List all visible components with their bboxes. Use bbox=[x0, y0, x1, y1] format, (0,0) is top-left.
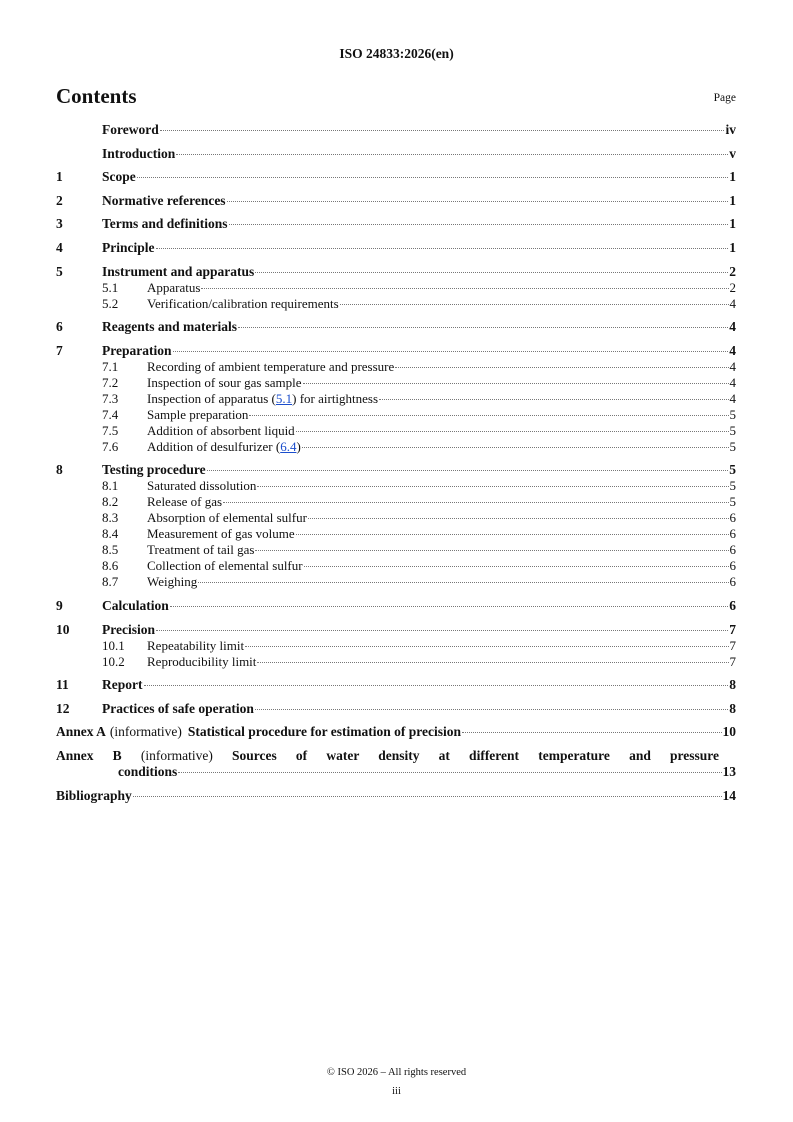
toc-entry-page[interactable]: 5 bbox=[729, 438, 736, 454]
toc-entry-title[interactable] bbox=[147, 654, 256, 670]
leader-dots bbox=[257, 486, 728, 487]
toc-entry-title-text: Preparation bbox=[102, 342, 172, 358]
toc-entry-number: 6 bbox=[56, 319, 63, 335]
toc-entry-annex-a[interactable] bbox=[56, 724, 736, 740]
toc-entry-title-text: Absorption of elemental sulfur bbox=[147, 510, 307, 526]
toc-entry-title[interactable] bbox=[102, 264, 254, 280]
toc-entry-number: 7.2 bbox=[102, 374, 119, 390]
toc-entry-page[interactable]: 13 bbox=[722, 763, 736, 779]
leader-dots bbox=[395, 367, 728, 368]
toc-entry-title[interactable] bbox=[102, 701, 254, 717]
toc-entry-title[interactable] bbox=[102, 240, 155, 256]
toc-entry-number: 8.4 bbox=[102, 526, 119, 542]
toc-entry-title-text: Testing procedure bbox=[102, 462, 206, 478]
toc-entry-page[interactable]: 14 bbox=[722, 787, 736, 803]
leader-dots bbox=[176, 154, 728, 155]
leader-dots bbox=[238, 327, 728, 328]
toc-entry-page[interactable]: 5 bbox=[729, 494, 736, 510]
toc-entry[interactable] bbox=[56, 343, 736, 359]
toc-entry-page[interactable]: 6 bbox=[729, 526, 736, 542]
cross-reference-link[interactable]: 5.1 bbox=[275, 390, 293, 406]
toc-entry-page[interactable]: 2 bbox=[729, 279, 736, 295]
toc-entry-title-text: Reproducibility limit bbox=[147, 653, 257, 669]
leader-dots bbox=[255, 550, 728, 551]
toc-entry-title[interactable] bbox=[102, 146, 175, 162]
toc-entry-title-text: Scope bbox=[102, 169, 136, 185]
leader-dots bbox=[170, 606, 728, 607]
toc-entry-title-text: Weighing bbox=[147, 574, 198, 590]
toc-entry-title-text: Recording of ambient temperature and pressure bbox=[147, 358, 395, 374]
toc-entry[interactable] bbox=[56, 574, 736, 590]
toc-entry-page[interactable]: 1 bbox=[729, 169, 736, 185]
toc-entry-number: 8.7 bbox=[102, 574, 119, 590]
toc-entry-title-text: Foreword bbox=[102, 122, 159, 137]
leader-dots bbox=[227, 201, 729, 202]
toc-entry[interactable] bbox=[56, 359, 736, 375]
toc-entry-page[interactable]: 4 bbox=[729, 374, 736, 390]
leader-dots bbox=[245, 646, 728, 647]
toc-entry-page[interactable]: 4 bbox=[729, 295, 736, 311]
toc-entry[interactable] bbox=[56, 701, 736, 717]
document-header: ISO 24833:2026(en) bbox=[339, 46, 454, 61]
toc-entry-number: 7.3 bbox=[102, 390, 119, 406]
toc-entry[interactable] bbox=[56, 169, 736, 185]
toc-entry-page[interactable]: iv bbox=[725, 122, 736, 137]
toc-entry-page[interactable]: 6 bbox=[729, 558, 736, 574]
toc-entry[interactable] bbox=[56, 510, 736, 526]
page-column-label: Page bbox=[713, 92, 736, 104]
toc-entry-title-text: ) bbox=[296, 438, 301, 454]
leader-dots bbox=[302, 447, 729, 448]
toc-entry-title-text: Introduction bbox=[102, 145, 176, 161]
leader-dots bbox=[160, 130, 725, 131]
toc-entry-title-text: ) for airtightness bbox=[292, 390, 379, 406]
annex-title[interactable]: Sources of water density at different temperature and pressure bbox=[232, 747, 720, 763]
cross-reference-link[interactable]: 6.4 bbox=[280, 438, 297, 454]
toc-entry-number: 5 bbox=[56, 263, 63, 279]
toc-entry[interactable] bbox=[56, 264, 736, 280]
toc-entry-title[interactable] bbox=[102, 598, 169, 614]
toc-entry-page[interactable]: 4 bbox=[729, 319, 736, 335]
toc-entry-page[interactable]: 5 bbox=[729, 462, 736, 478]
toc-entry-title[interactable] bbox=[147, 494, 222, 510]
leader-dots bbox=[229, 224, 729, 225]
toc-entry-title[interactable] bbox=[102, 193, 226, 209]
leader-dots bbox=[223, 502, 728, 503]
toc-entry-title-text: Terms and definitions bbox=[102, 216, 228, 232]
leader-dots bbox=[249, 415, 728, 416]
toc-entry-title[interactable] bbox=[102, 622, 155, 638]
toc-entry-title[interactable] bbox=[102, 216, 228, 232]
toc-entry[interactable] bbox=[56, 391, 736, 407]
toc-entry-number: 8.3 bbox=[102, 510, 119, 526]
leader-dots bbox=[296, 431, 729, 432]
toc-entry[interactable] bbox=[56, 423, 736, 439]
leader-dots bbox=[462, 732, 722, 733]
toc-entry-page[interactable]: 5 bbox=[729, 422, 736, 438]
toc-entry[interactable] bbox=[56, 558, 736, 574]
toc-entry[interactable] bbox=[56, 216, 736, 232]
toc-entry-title-text: Release of gas bbox=[147, 494, 223, 510]
toc-entry-title-text: Report bbox=[102, 677, 143, 693]
toc-entry-title[interactable] bbox=[147, 439, 301, 455]
toc-entry-title[interactable] bbox=[147, 296, 339, 312]
toc-entry-number: 10.2 bbox=[102, 653, 125, 669]
toc-entry-title-text: Saturated dissolution bbox=[147, 478, 257, 494]
toc-entry-bibliography[interactable] bbox=[56, 788, 736, 804]
toc-entry-number: 2 bbox=[56, 192, 63, 208]
toc-entry-page[interactable]: 7 bbox=[729, 621, 736, 637]
toc-entry-title[interactable] bbox=[147, 638, 244, 654]
toc-entry-title[interactable] bbox=[102, 169, 136, 185]
toc-entry-page[interactable]: 2 bbox=[729, 263, 736, 279]
annex-title[interactable]: Statistical procedure for estimation of precision bbox=[187, 724, 461, 740]
toc-entry-title-text: Sample preparation bbox=[147, 406, 249, 422]
toc-entry-page[interactable]: 6 bbox=[729, 542, 736, 558]
toc-entry-title-text: Inspection of apparatus ( bbox=[147, 390, 276, 406]
leader-dots bbox=[303, 383, 729, 384]
toc-entry-title[interactable] bbox=[147, 407, 248, 423]
leader-dots bbox=[173, 351, 729, 352]
toc-entry-title[interactable] bbox=[102, 122, 159, 138]
toc-entry-title-text: Apparatus bbox=[147, 279, 201, 295]
toc-entry-number: 7.4 bbox=[102, 406, 119, 422]
page-title: Contents bbox=[56, 84, 137, 108]
annex-type: (informative) bbox=[140, 747, 213, 763]
toc-entry-number: 11 bbox=[56, 677, 69, 693]
toc-entry-title[interactable] bbox=[102, 319, 237, 335]
toc-entry[interactable] bbox=[56, 319, 736, 335]
leader-dots bbox=[255, 272, 728, 273]
annex-b-line2 bbox=[56, 764, 736, 780]
toc-entry[interactable] bbox=[56, 407, 736, 423]
toc-entry-title[interactable] bbox=[102, 677, 143, 693]
toc-entry-number: 7.1 bbox=[102, 358, 119, 374]
toc-entry-page[interactable]: 4 bbox=[729, 390, 736, 406]
toc-entry-title[interactable] bbox=[147, 359, 394, 375]
toc-entry[interactable] bbox=[56, 494, 736, 510]
toc-entry-title-text: Treatment of tail gas bbox=[147, 542, 255, 558]
toc-entry-title[interactable] bbox=[147, 510, 307, 526]
toc-entry-number: 1 bbox=[56, 169, 63, 185]
annex-b-line1 bbox=[56, 748, 736, 764]
toc-entry[interactable] bbox=[56, 542, 736, 558]
toc-entry[interactable] bbox=[56, 478, 736, 494]
toc-entry-title: Bibliography bbox=[56, 787, 132, 803]
toc-entry-title-text: Collection of elemental sulfur bbox=[147, 558, 303, 574]
toc-entry[interactable] bbox=[56, 296, 736, 312]
toc-entry-title-text: Repeatability limit bbox=[147, 637, 245, 653]
toc-entry[interactable] bbox=[56, 598, 736, 614]
toc-entry-title[interactable] bbox=[147, 574, 197, 590]
toc-entry-number: 9 bbox=[56, 597, 63, 613]
toc-entry-title-text: Addition of absorbent liquid bbox=[147, 422, 295, 438]
toc-entry-number: 10.1 bbox=[102, 637, 125, 653]
toc-entry-title-text: Reagents and materials bbox=[102, 319, 237, 335]
toc-entry-page[interactable]: 7 bbox=[729, 653, 736, 669]
toc-entry-title[interactable] bbox=[102, 343, 172, 359]
toc-entry-page[interactable]: 4 bbox=[729, 342, 736, 358]
leader-dots bbox=[296, 534, 729, 535]
toc-entry-number: 5.2 bbox=[102, 295, 119, 311]
toc-entry-number: 8.1 bbox=[102, 478, 119, 494]
toc-entry[interactable] bbox=[56, 677, 736, 693]
toc-entry-title[interactable] bbox=[147, 478, 256, 494]
toc-entry-page[interactable]: 6 bbox=[729, 510, 736, 526]
toc-entry-title[interactable] bbox=[102, 462, 206, 478]
toc-entry-page[interactable]: 4 bbox=[729, 358, 736, 374]
leader-dots bbox=[304, 566, 729, 567]
toc-entry-page[interactable]: 6 bbox=[729, 597, 736, 613]
page-number: iii bbox=[392, 1086, 401, 1097]
toc-entry-title-text: Precision bbox=[102, 621, 155, 637]
annex-label: Annex B bbox=[56, 747, 122, 763]
toc-entry-title-text: Verification/calibration requirements bbox=[147, 295, 339, 311]
toc-entry[interactable] bbox=[56, 462, 736, 478]
toc-entry-title[interactable] bbox=[147, 423, 295, 439]
toc-entry[interactable] bbox=[56, 654, 736, 670]
toc-entry-title-text: Principle bbox=[102, 239, 155, 255]
toc-entry-annex-b[interactable] bbox=[56, 748, 736, 780]
toc-entry-title[interactable] bbox=[147, 526, 295, 542]
toc-entry-page[interactable]: v bbox=[729, 145, 736, 161]
toc-entry-page[interactable]: 1 bbox=[729, 216, 736, 232]
toc-entry[interactable] bbox=[56, 375, 736, 391]
toc-entry-number: 8 bbox=[56, 462, 63, 478]
toc-entry[interactable] bbox=[56, 622, 736, 638]
toc-entry-title[interactable] bbox=[147, 280, 200, 296]
toc-entry[interactable] bbox=[56, 193, 736, 209]
toc-entry[interactable] bbox=[56, 280, 736, 296]
toc-entry-number: 12 bbox=[56, 700, 70, 716]
toc-entry-number: 7.5 bbox=[102, 422, 119, 438]
toc-entry[interactable] bbox=[56, 526, 736, 542]
annex-title-cont[interactable]: conditions bbox=[118, 763, 178, 779]
toc-entry[interactable] bbox=[56, 439, 736, 455]
annex-label: Annex A bbox=[56, 724, 106, 740]
toc-entry-number: 4 bbox=[56, 239, 63, 255]
toc-entry[interactable] bbox=[56, 146, 736, 162]
leader-dots bbox=[340, 304, 729, 305]
toc-entry-page[interactable]: 7 bbox=[729, 637, 736, 653]
toc-entry-page[interactable]: 5 bbox=[729, 478, 736, 494]
annex-type: (informative) bbox=[109, 724, 182, 740]
leader-dots bbox=[207, 470, 729, 471]
toc-entry-page[interactable]: 8 bbox=[729, 677, 736, 693]
toc-entry-title-text: Inspection of sour gas sample bbox=[147, 374, 302, 390]
toc-entry-number: 7 bbox=[56, 342, 63, 358]
toc-entry-number: 8.5 bbox=[102, 542, 119, 558]
toc-entry-title[interactable] bbox=[147, 542, 254, 558]
toc-entry-number: 10 bbox=[56, 621, 70, 637]
leader-dots bbox=[257, 662, 728, 663]
toc-entry-title-text: Measurement of gas volume bbox=[147, 526, 295, 542]
leader-dots bbox=[156, 248, 729, 249]
leader-dots bbox=[133, 796, 722, 797]
leader-dots bbox=[308, 518, 729, 519]
toc-entry-title[interactable] bbox=[147, 391, 378, 407]
leader-dots bbox=[198, 582, 728, 583]
copyright-footer: © ISO 2026 – All rights reserved bbox=[326, 1067, 467, 1078]
toc-entry-page[interactable]: 5 bbox=[729, 406, 736, 422]
table-of-contents bbox=[56, 122, 736, 804]
toc-entry-title-text: Normative references bbox=[102, 192, 226, 208]
toc-entry-title-text: Calculation bbox=[102, 597, 169, 613]
toc-entry-title[interactable] bbox=[147, 558, 303, 574]
toc-entry-page[interactable]: 8 bbox=[729, 700, 736, 716]
toc-entry-page[interactable]: 1 bbox=[729, 239, 736, 255]
toc-entry[interactable] bbox=[56, 240, 736, 256]
leader-dots bbox=[144, 685, 729, 686]
toc-entry-number: 8.2 bbox=[102, 494, 119, 510]
toc-entry-number: 7.6 bbox=[102, 438, 119, 454]
toc-entry[interactable] bbox=[56, 638, 736, 654]
toc-entry-number: 8.6 bbox=[102, 558, 119, 574]
toc-entry-number: 5.1 bbox=[102, 279, 119, 295]
leader-dots bbox=[178, 772, 721, 773]
toc-entry-title[interactable] bbox=[147, 375, 302, 391]
toc-entry-title-text: Addition of desulfurizer ( bbox=[147, 438, 281, 454]
toc-entry-title-text: Practices of safe operation bbox=[102, 700, 254, 716]
leader-dots bbox=[255, 709, 728, 710]
toc-entry-title-text: Instrument and apparatus bbox=[102, 263, 255, 279]
leader-dots bbox=[379, 399, 728, 400]
toc-entry-number: 3 bbox=[56, 216, 63, 232]
leader-dots bbox=[201, 288, 728, 289]
leader-dots bbox=[137, 177, 729, 178]
toc-entry[interactable] bbox=[56, 122, 736, 138]
toc-entry-page[interactable]: 1 bbox=[729, 192, 736, 208]
toc-entry-page[interactable]: 10 bbox=[722, 724, 736, 740]
leader-dots bbox=[156, 630, 728, 631]
toc-entry-page[interactable]: 6 bbox=[729, 574, 736, 590]
